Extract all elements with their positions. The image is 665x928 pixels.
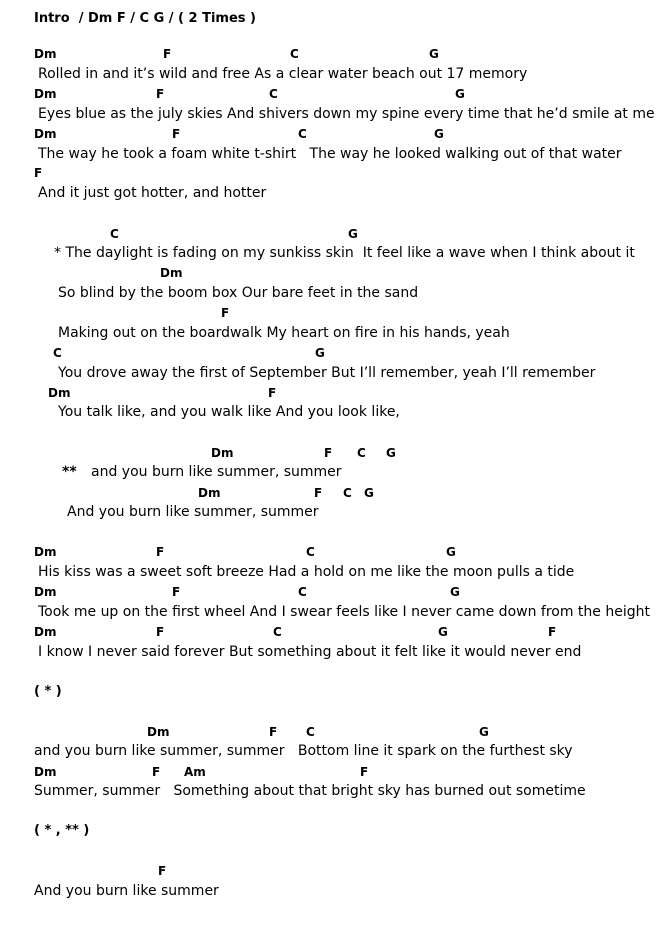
chord: G: [446, 545, 456, 559]
chord: C: [306, 545, 315, 559]
chorus-marker: **: [62, 464, 77, 480]
chord: F: [156, 87, 165, 101]
chord: C: [298, 127, 307, 141]
lyric-line: and you burn like summer, summer: [91, 464, 342, 480]
chord: F: [172, 127, 181, 141]
lyric-line: The way he took a foam white t-shirt The way he looked walking out of that water: [38, 146, 622, 162]
chord: F: [158, 864, 167, 878]
chord: F: [314, 486, 323, 500]
lyric-line: Eyes blue as the july skies And shivers down my spine every time that he’d smile at me: [38, 106, 655, 122]
chord: C: [343, 486, 352, 500]
lyric-line: Making out on the boardwalk My heart on fire in his hands, yeah: [58, 325, 510, 341]
chord: C: [290, 47, 299, 61]
chord: F: [156, 625, 165, 639]
intro-line: Intro / Dm F / C G / ( 2 Times ): [34, 11, 256, 26]
chord: F: [221, 306, 230, 320]
chord: Dm: [198, 486, 221, 500]
lyric-line: and you burn like summer, summer Bottom line it spark on the furthest sky: [34, 743, 573, 759]
chord: C: [110, 227, 119, 241]
lyric-line: Took me up on the first wheel And I swear feels like I never came down from the height: [38, 604, 650, 620]
chord: C: [269, 87, 278, 101]
chord: Dm: [34, 47, 57, 61]
lyric-line: His kiss was a sweet soft breeze Had a hold on me like the moon pulls a tide: [38, 564, 575, 580]
chord: G: [455, 87, 465, 101]
lyric-line: Summer, summer Something about that bright sky has burned out sometime: [34, 783, 586, 799]
lyric-line: And you burn like summer, summer: [67, 504, 319, 520]
chord: Dm: [160, 266, 183, 280]
chord: Dm: [34, 765, 57, 779]
lyric-line: Rolled in and it’s wild and free As a clear water beach out 17 memory: [38, 66, 528, 82]
chord: C: [53, 346, 62, 360]
chord: G: [434, 127, 444, 141]
chord: F: [548, 625, 557, 639]
chord: C: [273, 625, 282, 639]
chord: G: [364, 486, 374, 500]
chord: F: [172, 585, 181, 599]
lyric-line: So blind by the boom box Our bare feet in the sand: [58, 285, 419, 301]
lyric-line: You drove away the first of September But I’ll remember, yeah I’ll remember: [58, 365, 596, 381]
chord: F: [152, 765, 161, 779]
chord: F: [360, 765, 369, 779]
chord: Dm: [211, 446, 234, 460]
chord: F: [34, 166, 43, 180]
chord: F: [269, 725, 278, 739]
chord: C: [298, 585, 307, 599]
chord: G: [450, 585, 460, 599]
chord: Dm: [34, 625, 57, 639]
chord: C: [357, 446, 366, 460]
chord: Dm: [48, 386, 71, 400]
chord: F: [156, 545, 165, 559]
chord: Dm: [147, 725, 170, 739]
chord: G: [479, 725, 489, 739]
repeat-marker: ( * ): [34, 684, 62, 699]
lyric-line: I know I never said forever But something about it felt like it would never end: [38, 644, 582, 660]
chord: G: [429, 47, 439, 61]
chord: F: [324, 446, 333, 460]
chord: Dm: [34, 585, 57, 599]
chord: Am: [184, 765, 206, 779]
chord: Dm: [34, 545, 57, 559]
lyric-line: * The daylight is fading on my sunkiss skin It feel like a wave when I think about it: [54, 245, 635, 261]
chord: F: [268, 386, 277, 400]
chord: G: [438, 625, 448, 639]
chord: Dm: [34, 127, 57, 141]
lyric-line: And it just got hotter, and hotter: [38, 185, 267, 201]
chord: G: [315, 346, 325, 360]
repeat-marker: ( * , ** ): [34, 823, 90, 838]
chord: F: [163, 47, 172, 61]
chord: C: [306, 725, 315, 739]
chord: Dm: [34, 87, 57, 101]
chord: G: [386, 446, 396, 460]
chord: G: [348, 227, 358, 241]
lyric-line: And you burn like summer: [34, 883, 219, 899]
lyric-line: You talk like, and you walk like And you look like,: [58, 404, 400, 420]
